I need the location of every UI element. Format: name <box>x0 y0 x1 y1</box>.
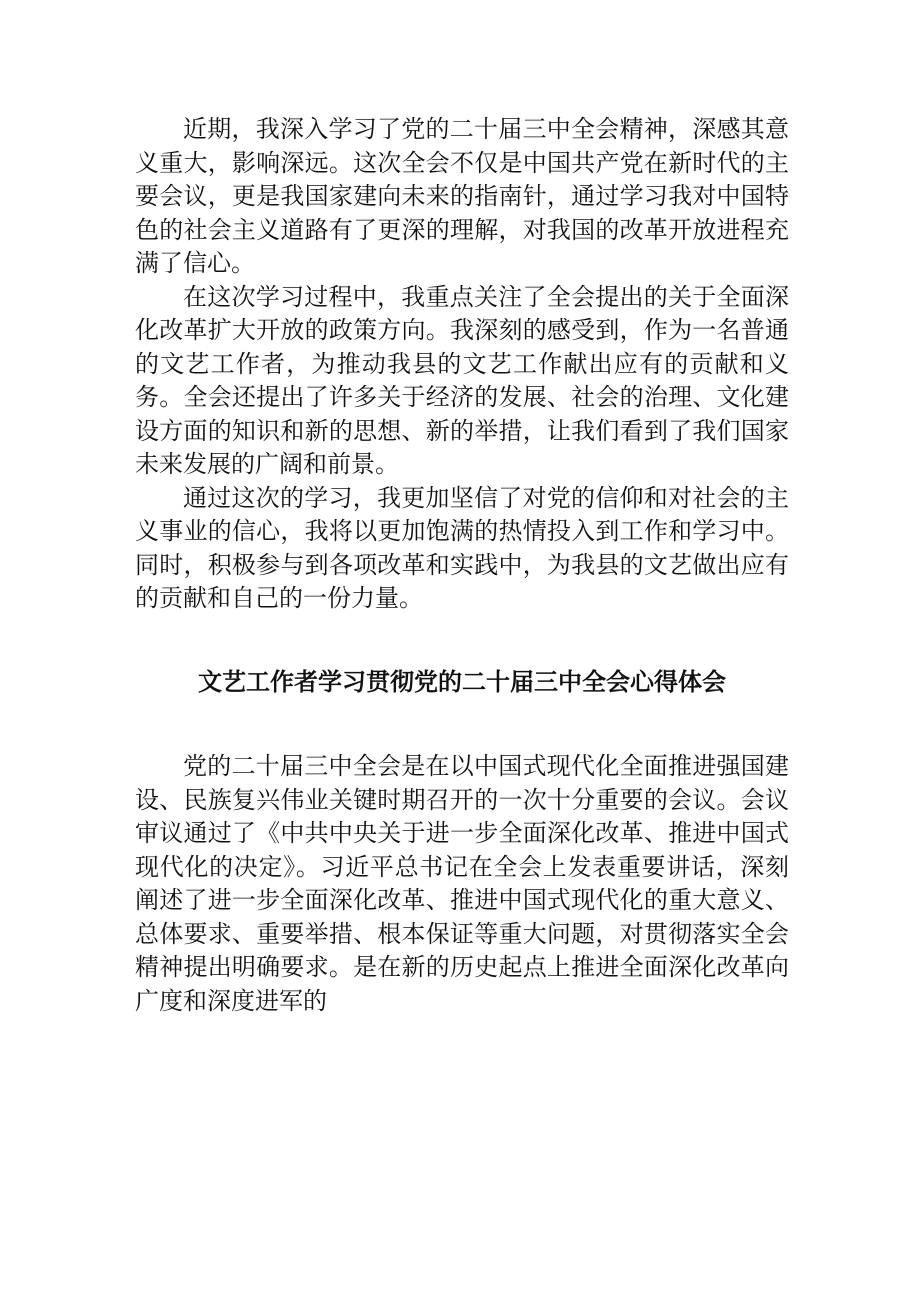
paragraph-3: 通过这次的学习，我更加坚信了对党的信仰和对社会的主义事业的信心，我将以更加饱满的热情投入到工作和学习中。同时，积极参与到各项改革和实践中，为我县的文艺做出应有的贡献和自己的一份力量。 <box>135 483 789 612</box>
document-body <box>135 113 789 1018</box>
paragraph-4: 党的二十届三中全会是在以中国式现代化全面推进强国建设、民族复兴伟业关键时期召开的一次十分重要的会议。会议审议通过了《中共中央关于进一步全面深化改革、推进中国式现代化的决定》。习近平总书记在全会上发表重要讲话，深刻阐述了进一步全面深化改革、推进中国式现代化的重大意义、总体要求、重要举措、根本保证等重大问题，对贯彻落实全会精神提出明确要求。是在新的历史起点上推进全面深化改革向广度和深度进军的 <box>135 752 789 1015</box>
spacer <box>135 616 789 665</box>
paragraph-1: 近期，我深入学习了党的二十届三中全会精神，深感其意义重大，影响深远。这次全会不仅是中国共产党在新时代的主要会议，更是我国家建向未来的指南针，通过学习我对中国特色的社会主义道路有了更深的理解，对我国的改革开放进程充满了信心。 <box>135 115 789 277</box>
spacer <box>135 698 789 750</box>
section-title: 文艺工作者学习贯彻党的二十届三中全会心得体会 <box>198 666 726 696</box>
paragraph-2: 在这次学习过程中，我重点关注了全会提出的关于全面深化改革扩大开放的政策方向。我深刻的感受到，作为一名普通的文艺工作者，为推动我县的文艺工作献出应有的贡献和义务。全会还提出了许多关于经济的发展、社会的治理、文化建设方面的知识和新的思想、新的举措，让我们看到了我们国家未来发展的广阔和前景。 <box>135 282 789 478</box>
